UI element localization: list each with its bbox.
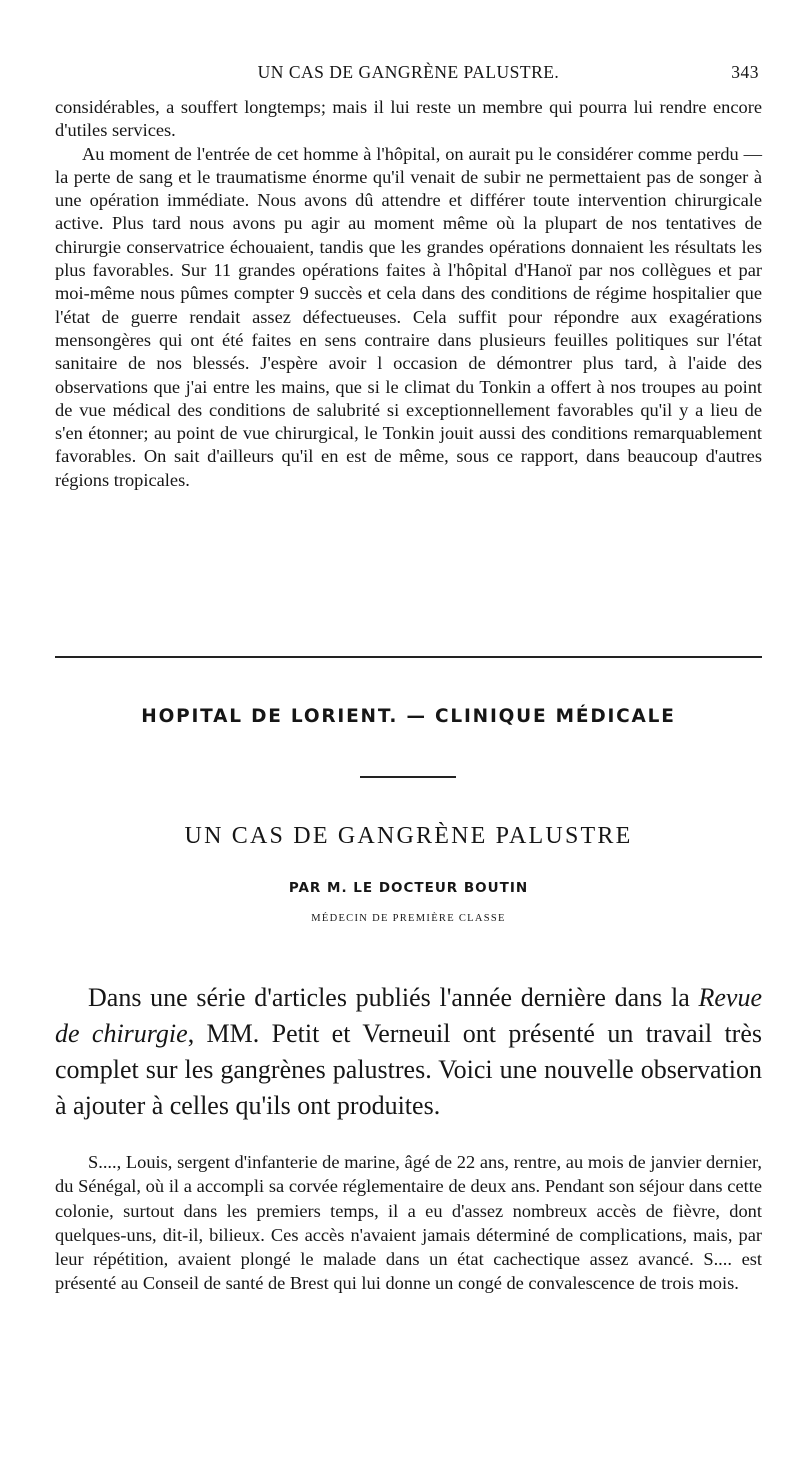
- author-byline: PAR M. LE DOCTEUR BOUTIN: [288, 880, 529, 896]
- page-number: 343: [731, 62, 759, 82]
- journal-title: Revue de chirurgie: [55, 983, 762, 1048]
- intro-paragraph: [55, 980, 762, 1124]
- intro-text-end: , MM. Petit et Verneuil ont présenté un travail très complet sur les gangrènes palustres. Voici une nouvelle observation à ajouter à celles qu'ils ont produites.: [55, 1019, 762, 1120]
- running-title: UN CAS DE GANGRÈNE PALUSTRE.: [257, 62, 560, 82]
- intro-text-start: Dans une série d'articles publiés l'année dernière dans la: [88, 983, 699, 1012]
- section-header: HOPITAL DE LORIENT. — CLINIQUE MÉDICALE: [141, 706, 676, 727]
- continuation-paragraph-2: Au moment de l'entrée de cet homme à l'hôpital, on aurait pu le considérer comme perdu — la perte de sang et le traumatisme énorme qu'il venait de subir ne permettaient pas de songer à une opération immédiate. Nous avons dû attendre et différer toute intervention chirurgicale active. Plus tard nous avons pu agir au moment même où la plupart de nos tentatives de chirurgie conservatrice échouaient, tandis que les grandes opérations donnaient les résultats les plus favorables. Sur 11 grandes opérations faites à l'hôpital d'Hanoï par nos collègues et par moi-même nous pûmes compter 9 succès et cela dans des conditions de régime hospitalier que l'état de guerre rendait assez défectueuses. Cela suffit pour répondre aux exagérations mensongères qui ont été faites en sens contraire dans plusieurs feuilles politiques sur l'état sanitaire de nos blessés. J'espère avoir l occasion de démontrer plus tard, à l'aide des observations que j'ai entre les mains, que si le climat du Tonkin a offert à nos troupes au point de vue médical des conditions de salubrité si exceptionnellement favorables qu'il y a lieu de s'en étonner; au point de vue chirurgical, le Tonkin jouit aussi des conditions remarquablement favorables. On sait d'ailleurs qu'il en est de même, sous ce rapport, dans beaucoup d'autres régions tropicales.: [55, 143, 762, 490]
- title-divider: [360, 776, 456, 778]
- article-title: UN CAS DE GANGRÈNE PALUSTRE: [184, 823, 633, 849]
- case-text: [55, 1150, 762, 1296]
- case-paragraph-1: S...., Louis, sergent d'infanterie de marine, âgé de 22 ans, rentre, au mois de janvier dernier, du Sénégal, où il a accompli sa corvée réglementaire de deux ans. Pendant son séjour dans cette colonie, surtout dans les premiers temps, il a eu d'assez nombreux accès de fièvre, dont quelques-uns, dit-il, bilieux. Ces accès n'avaient jamais déterminé de complications, mais, par leur répétition, avaient plongé le malade dans un état cachectique assez avancé. S.... est présenté au Conseil de santé de Brest qui lui donne un congé de convalescence de trois mois.: [55, 1152, 762, 1294]
- document-page: [55, 0, 762, 1473]
- section-divider: [55, 656, 762, 658]
- continuation-paragraph-1: considérables, a souffert longtemps; mais il lui reste un membre qui pourra lui rendre encore d'utiles services.: [55, 97, 762, 141]
- running-head: [55, 62, 762, 86]
- continuation-text: [55, 96, 762, 492]
- author-rank: MÉDECIN DE PREMIÈRE CLASSE: [311, 913, 506, 924]
